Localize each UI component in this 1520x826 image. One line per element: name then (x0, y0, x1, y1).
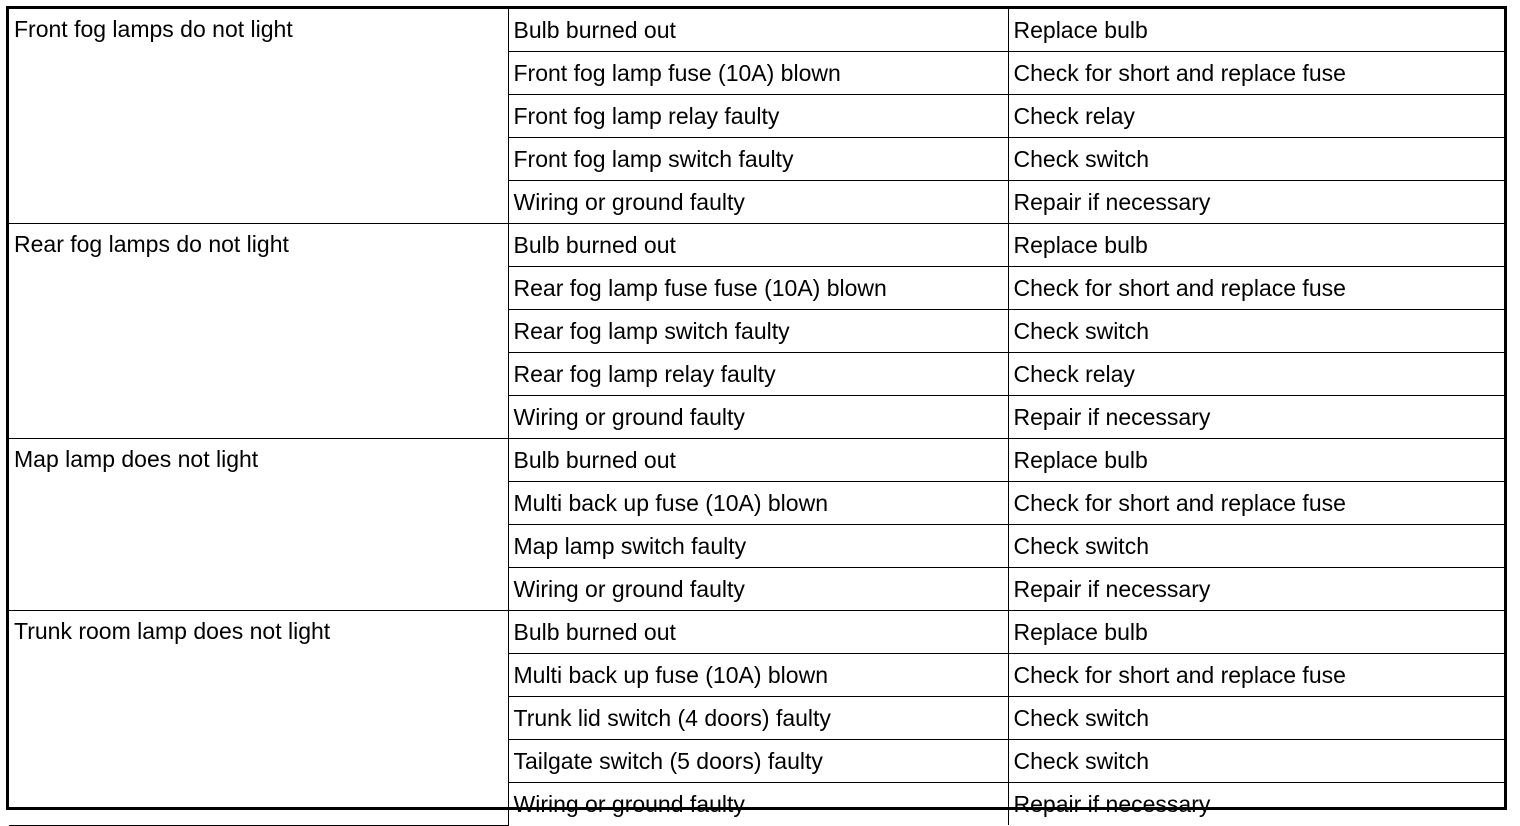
cause-cell: Front fog lamp relay faulty (508, 95, 1008, 138)
cause-cell: Multi back up fuse (10A) blown (508, 654, 1008, 697)
remedy-cell: Repair if necessary (1008, 568, 1504, 611)
cause-cell: Rear fog lamp switch faulty (508, 310, 1008, 353)
cause-cell: Front fog lamp fuse (10A) blown (508, 52, 1008, 95)
cause-cell: Rear fog lamp fuse fuse (10A) blown (508, 267, 1008, 310)
remedy-cell: Repair if necessary (1008, 396, 1504, 439)
remedy-cell: Replace bulb (1008, 9, 1504, 52)
cause-cell: Wiring or ground faulty (508, 568, 1008, 611)
cause-cell: Wiring or ground faulty (508, 396, 1008, 439)
troubleshooting-table-body (9, 9, 1504, 825)
symptom-cell: Front fog lamps do not light (9, 9, 508, 224)
cause-cell: Bulb burned out (508, 224, 1008, 267)
table-row (9, 611, 1504, 654)
remedy-cell: Repair if necessary (1008, 783, 1504, 826)
cause-cell: Rear fog lamp relay faulty (508, 353, 1008, 396)
symptom-cell: Rear fog lamps do not light (9, 224, 508, 439)
table-row (9, 224, 1504, 267)
troubleshooting-table (9, 9, 1504, 826)
symptom-cell: Trunk room lamp does not light (9, 611, 508, 826)
remedy-cell: Replace bulb (1008, 439, 1504, 482)
cause-cell: Front fog lamp switch faulty (508, 138, 1008, 181)
remedy-cell: Check for short and replace fuse (1008, 482, 1504, 525)
remedy-cell: Replace bulb (1008, 224, 1504, 267)
cause-cell: Bulb burned out (508, 611, 1008, 654)
cause-cell: Map lamp switch faulty (508, 525, 1008, 568)
troubleshooting-table-frame (6, 6, 1507, 817)
remedy-cell: Check for short and replace fuse (1008, 52, 1504, 95)
remedy-cell: Check switch (1008, 697, 1504, 740)
remedy-cell: Check for short and replace fuse (1008, 267, 1504, 310)
cause-cell: Bulb burned out (508, 9, 1008, 52)
table-row (9, 9, 1504, 52)
remedy-cell: Check switch (1008, 310, 1504, 353)
remedy-cell: Check switch (1008, 740, 1504, 783)
cause-cell: Wiring or ground faulty (508, 783, 1008, 826)
remedy-cell: Check for short and replace fuse (1008, 654, 1504, 697)
cause-cell: Multi back up fuse (10A) blown (508, 482, 1008, 525)
cause-cell: Bulb burned out (508, 439, 1008, 482)
symptom-cell: Map lamp does not light (9, 439, 508, 611)
remedy-cell: Check relay (1008, 353, 1504, 396)
remedy-cell: Check switch (1008, 138, 1504, 181)
cause-cell: Tailgate switch (5 doors) faulty (508, 740, 1008, 783)
remedy-cell: Check switch (1008, 525, 1504, 568)
remedy-cell: Replace bulb (1008, 611, 1504, 654)
remedy-cell: Repair if necessary (1008, 181, 1504, 224)
cause-cell: Wiring or ground faulty (508, 181, 1008, 224)
cause-cell: Trunk lid switch (4 doors) faulty (508, 697, 1008, 740)
table-row (9, 439, 1504, 482)
remedy-cell: Check relay (1008, 95, 1504, 138)
